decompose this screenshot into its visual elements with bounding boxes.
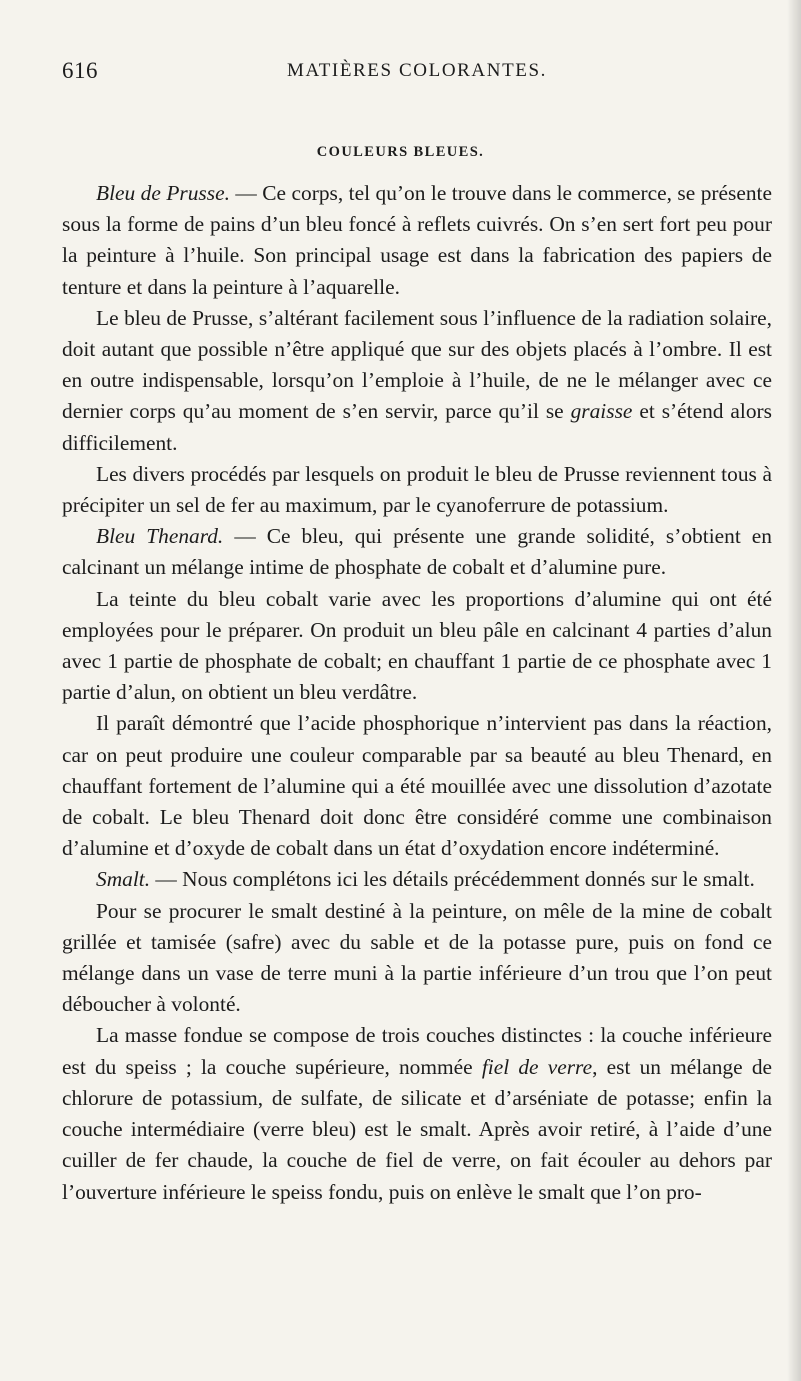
paragraph-bleu-de-prusse [62,178,772,303]
paragraph-lead: Bleu de Prusse. [96,181,230,205]
emphasis-term: fiel de verre [481,1054,593,1079]
running-title: MATIÈRES COLORANTES. [286,60,547,81]
paragraph-text: Le bleu de Prusse, s’altérant facilement sous l’influence de la radiation solaire, doit autant que possible n’être appliqué que sur des objets placés à l’ombre. Il est en outre indispensable, lorsqu’on l’emploie à l’huile, de ne le mélanger avec ce dernier corps qu’au moment de s’en servir, parce qu’il se [62,305,772,424]
page-number: 616 [62,58,98,83]
paragraph-bleu-thenard [62,521,772,583]
page-edge-shadow [787,0,801,1381]
paragraph-text: — Ce corps, tel qu’on le trouve dans le commerce, se présente sous la forme de pains d’un bleu foncé à reflets cuivrés. On s’en sert fort peu pour la peinture à l’huile. Son principal usage est dans la fabrication des papiers de tenture et dans la peinture à l’aquarelle. [62,181,772,299]
paragraph-text: et s’étend alors difficilement. [62,399,772,455]
paragraph-lead: Smalt. [96,867,151,892]
paragraph-text: Il paraît démontré que l’acide phosphorique n’intervient pas dans la réaction, car on peut produire une couleur comparable par sa beauté au bleu Thenard, en chauffant fortement de l’alumine qui a été mouillée avec une dissolution d’azotate de cobalt. Le bleu Thenard doit donc être considéré comme une combinaison d’alumine et d’oxyde de cobalt dans un état d’oxydation encore indéterminé. [62,711,772,861]
paragraph-acide-phosphorique [62,708,772,864]
paragraph-text: Les divers procédés par lesquels on produit le bleu de Prusse reviennent tous à précipiter un sel de fer au maximum, par le cyanoferrure de potassium. [62,461,772,518]
paragraph-text: — Nous complétons ici les détails précédemment donnés sur le smalt. [150,867,755,892]
paragraph-smalt-preparation [62,896,772,1021]
paragraph-masse-fondue [62,1020,772,1207]
section-title: COULEURS BLEUES. [316,144,485,160]
paragraph-lead: Bleu Thenard. [96,524,224,549]
paragraph-prusse-alteration [62,303,772,459]
body-text [62,178,772,1208]
paragraph-prusse-procedes [62,459,772,521]
emphasis-term: graisse [570,399,633,424]
paragraph-text: La teinte du bleu cobalt varie avec les proportions d’alumine qui ont été employées pour le préparer. On produit un bleu pâle en calcinant 4 parties d’alun avec 1 partie de phosphate de cobalt; en chauffant 1 partie de ce phosphate avec 1 partie d’alun, on obtient un bleu verdâtre. [62,586,772,705]
running-head [62,58,772,88]
paragraph-text: — Ce bleu, qui présente une grande solidité, s’obtient en calcinant un mélange intime de phosphate de cobalt et d’alumine pure. [62,524,772,580]
paragraph-text: La masse fondue se compose de trois couches distinctes : la couche inférieure est du speiss ; la couche supérieure, nommée [62,1023,772,1079]
paragraph-smalt [62,864,772,895]
paragraph-text: , est un mélange de chlorure de potassium, de sulfate, de silicate et d’arséniate de potasse; enfin la couche intermédiaire (verre bleu) est le smalt. Après avoir retiré, à l’aide d’une cuiller de fer chaude, la couche de fiel de verre, on fait écouler au dehors par l’ouverture inférieure le speiss fondu, puis on enlève le smalt que l’on pro- [62,1054,773,1204]
paragraph-teinte-cobalt [62,584,772,709]
paragraph-text: Pour se procurer le smalt destiné à la peinture, on mêle de la mine de cobalt grillée et tamisée (safre) avec du sable et de la potasse pure, puis on fond ce mélange dans un vase de terre muni à la partie inférieure d’un trou que l’on peut déboucher à volonté. [62,898,772,1017]
